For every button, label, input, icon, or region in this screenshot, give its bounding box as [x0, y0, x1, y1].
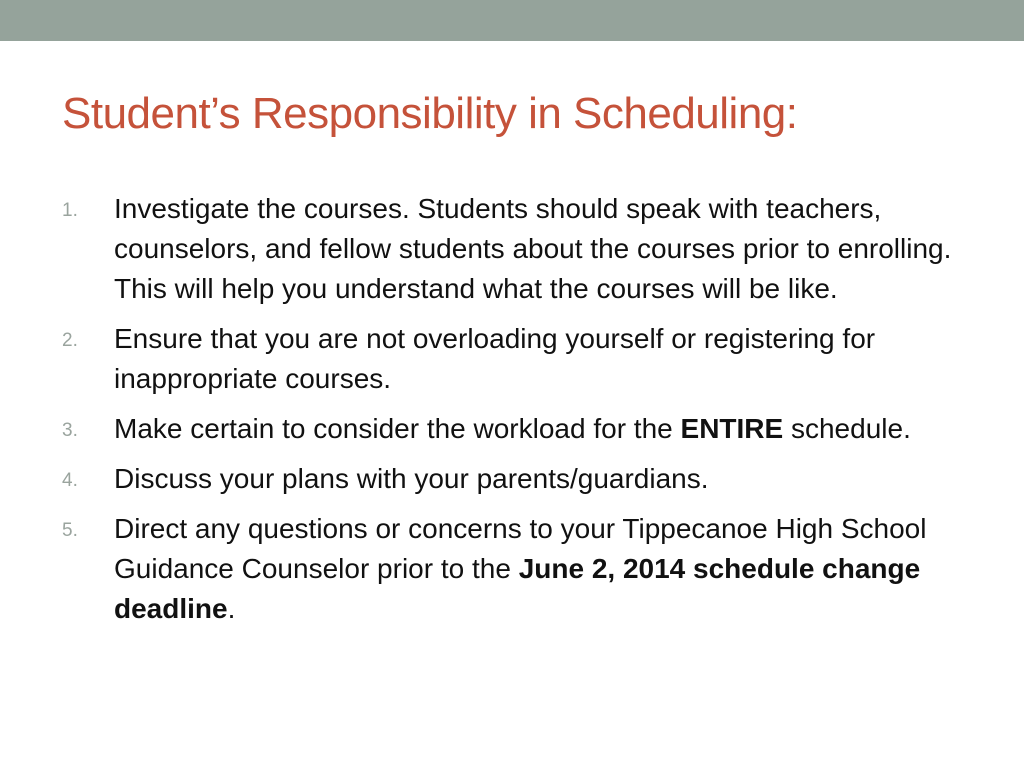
list-item-text-part: Make certain to consider the workload for the [114, 413, 681, 444]
list-number: 2. [62, 330, 78, 351]
list-item-text [114, 513, 926, 624]
list-item-text-part: Direct any questions or concerns to your Tippecanoe High School Guidance Counselor prior to the [114, 513, 927, 584]
top-accent-bar [0, 0, 1024, 41]
emphasis-deadline: June 2, 2014 schedule change deadline [114, 553, 921, 624]
list-item-text [114, 413, 911, 444]
emphasis-text: ENTIRE [680, 413, 784, 444]
list-number: 1. [62, 200, 78, 221]
list-item-text: Ensure that you are not overloading yourself or registering for inappropriate courses. [114, 323, 876, 394]
list-item-text: Discuss your plans with your parents/guardians. [114, 463, 709, 494]
responsibility-list [62, 189, 962, 639]
list-item-5 [62, 509, 962, 629]
slide-title: Student’s Responsibility in Scheduling: [62, 89, 798, 138]
list-item-text: Investigate the courses. Students should speak with teachers, counselors, and fellow students about the courses prior to enrolling. This will help you understand what the courses will be like. [114, 193, 952, 304]
list-item-1 [62, 189, 962, 309]
list-item-text-part: schedule. [783, 413, 911, 444]
list-item-4 [62, 459, 962, 499]
list-number: 3. [62, 420, 78, 441]
list-item-3 [62, 409, 962, 449]
list-number: 5. [62, 520, 78, 541]
list-item-2 [62, 319, 962, 399]
list-item-text-part: . [227, 593, 236, 624]
list-number: 4. [62, 470, 78, 491]
